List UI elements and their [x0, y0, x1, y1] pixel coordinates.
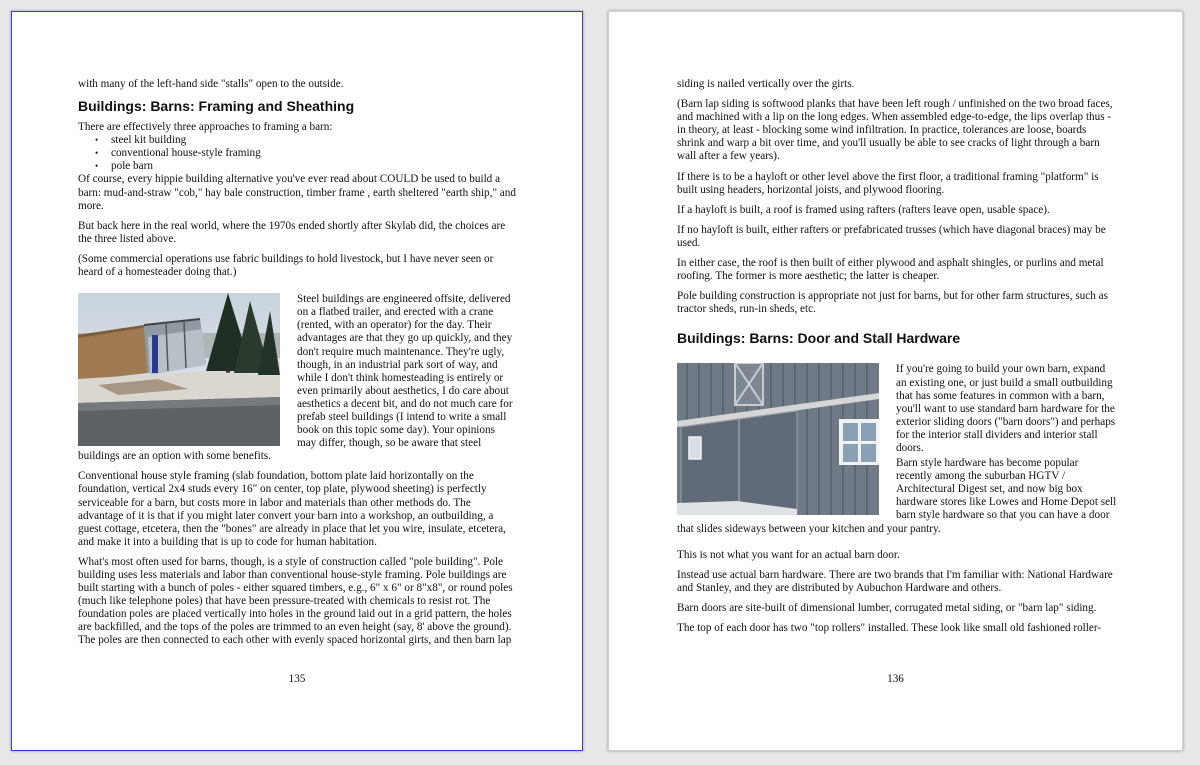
bullet-list	[78, 134, 516, 173]
list-item: • steel kit building	[95, 134, 516, 147]
list-item: • conventional house-style framing	[95, 147, 516, 160]
page-number: 135	[288, 673, 306, 685]
figure-caption-text: Barn style hardware has become popular recently among the suburban HGTV / Architectural Digest set, and now big box hardware stores like Lowes and Home Depot sell barn style hardware so that you can have a door that slides sideways between your kitchen and your pantry.	[677, 457, 1117, 535]
page-136[interactable]	[608, 11, 1183, 751]
section-heading-framing: Buildings: Barns: Framing and Sheathing	[78, 98, 355, 115]
paragraph: But back here in the real world, where the 1970s ended shortly after Skylab did, the choices are the three listed above.	[78, 219, 506, 245]
paragraph: siding is nailed vertically over the girts.	[677, 78, 855, 90]
paragraph: (Barn lap siding is softwood planks that have been left rough / unfinished on the two broad faces, and machined with a lip on the long edges. When assembled edge-to-edge, the lips overlap thus - in theory, at least - blocking some wind infiltration. In practice, tolerances are loose, boards shrink and warp a bit over time, and you'll usually be able to see cracks of light through a barn wall after a few years).	[677, 98, 1113, 163]
paragraph: In either case, the roof is then built of either plywood and asphalt shingles, or purlins and metal roofing. The former is more aesthetic; the latter is cheaper.	[677, 257, 1104, 283]
paragraph: What's most often used for barns, though, is a style of construction called "pole building". Pole building uses less materials and labor than conventional house-style framing. Pole buildings are built starting with a bunch of poles - either squared timbers, e.g., 6" x 6" or 8"x8", or round poles (much like telephone poles) that have been pressure-treated with chemicals to resist rot. The foundation poles are placed vertically into holes in the ground laid out in a grid pattern, the holes are backfilled, and the tops of the poles are trimmed to an even height (say, 8' above the ground). The poles are then connected to each other with evenly spaced horizontal girts, and then barn lap	[78, 555, 513, 647]
paragraph: (Some commercial operations use fabric buildings to hold livestock, but I have never seen or heard of a homesteader doing that.)	[78, 252, 494, 279]
paragraph: If a hayloft is built, a roof is framed using rafters (rafters leave open, usable space).	[677, 203, 1050, 216]
paragraph: Barn doors are site-built of dimensional lumber, corrugated metal siding, or "barn lap" siding.	[677, 601, 1097, 614]
paragraph: If no hayloft is built, either rafters or prefabricated trusses (which have diagonal braces) may be used.	[677, 223, 1106, 249]
page-135-content	[78, 78, 516, 655]
paragraph: Instead use actual barn hardware. There are two brands that I'm familiar with: National Hardware and Stanley, and they are distributed by Aubuchon Hardware and others.	[677, 568, 1113, 594]
paragraph: If there is to be a hayloft or other level above the first floor, a traditional framing "platform" is built using headers, horizontal joists, and plywood flooring.	[677, 170, 1099, 196]
page-number: 136	[887, 673, 904, 685]
steel-barn-photo	[78, 293, 280, 446]
paragraph: Of course, every hippie building alternative you've ever read about COULD be used to build a barn: mud-and-straw "cob," hay bale construction, timber frame , earth sheltered "earth ship," and more.	[78, 173, 516, 212]
figure-caption-text: If you're going to build your own barn, expand an existing one, or just build a small outbuilding that has some features in common with a barn, you'll want to use standard barn hardware for the exterior sliding doors ("barn doors") and perhaps for the interior stall dividers and interior stall doors.	[896, 363, 1116, 454]
barn-door-photo	[677, 363, 879, 515]
page-135[interactable]	[11, 11, 583, 751]
list-item: • pole barn	[95, 160, 516, 173]
figure-caption-text: Steel buildings are engineered offsite, delivered on a flatbed trailer, and erected with a crane (rented, with an operator) for the day. Their advantages are that they go up quickly, and they don't require much maintenance. They're ugly, though, in an industrial park sort of way, and while I don't think homesteading is entirely or even primarily about aesthetics, I do care about aesthetics a decent bit, and do not much care for prefab steel buildings (I intend to write a small book on this topic some day). Your opinions may differ, though, so be aware that steel buildings are an option with some benefits.	[78, 293, 513, 463]
section-heading-hardware: Buildings: Barns: Door and Stall Hardware	[677, 330, 961, 347]
paragraph: Pole building construction is appropriate not just for barns, but for other farm structures, such as tractor sheds, run-in sheds, etc.	[677, 290, 1108, 316]
paragraph: This is not what you want for an actual barn door.	[677, 548, 900, 561]
paragraph: Conventional house style framing (slab foundation, bottom plate laid horizontally on the foundation, vertical 2x4 studs every 16" on center, top plate, plywood sheeting) is perfectly serviceable for a barn, but costs more in labor and materials than other methods do. The advantage of it is that if you might later convert your barn into a workshop, an outbuilding, a guest cottage, etcetera, then the "bones" are already in place that let you wire, insulate, etcetera, and make it into a building that is up to code for human habitation.	[78, 470, 506, 548]
page-136-content	[677, 78, 1117, 642]
paragraph: There are effectively three approaches to framing a barn:	[78, 121, 333, 134]
paragraph: The top of each door has two "top rollers" installed. These look like small old fashioned roller-	[677, 622, 1102, 634]
paragraph: with many of the left-hand side "stalls" open to the outside.	[78, 78, 344, 90]
